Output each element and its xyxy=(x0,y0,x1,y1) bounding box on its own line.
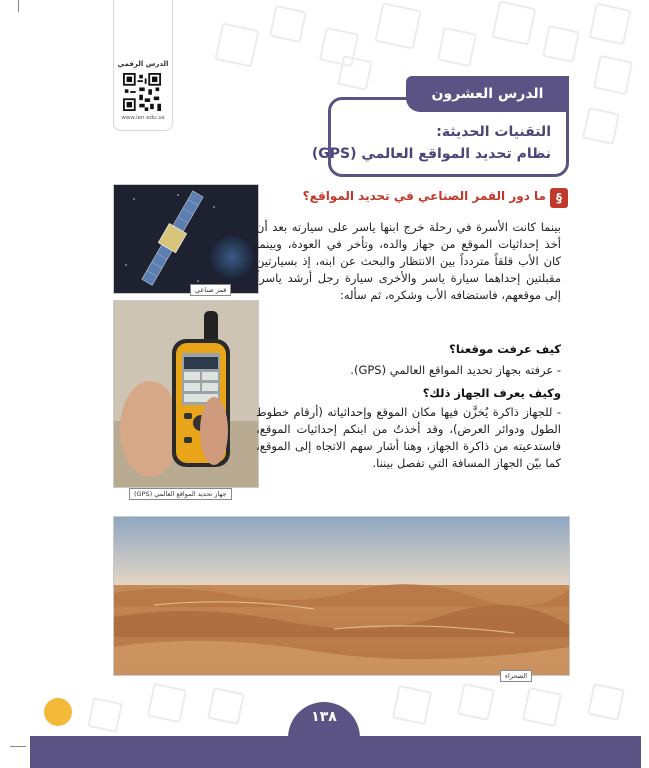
digital-lesson-url[interactable]: www.ien.edu.sa xyxy=(121,115,165,121)
decorative-square xyxy=(593,55,633,95)
digital-lesson-card[interactable] xyxy=(113,0,173,131)
question-bookmark-icon: § xyxy=(550,188,568,208)
decorative-square xyxy=(392,685,432,725)
decorative-square xyxy=(207,687,245,725)
decorative-square xyxy=(87,697,123,733)
lesson-tab: الدرس العشرون xyxy=(406,76,569,112)
qr-code-icon[interactable] xyxy=(123,73,161,111)
decorative-square xyxy=(491,0,536,45)
decorative-square xyxy=(337,55,373,91)
gps-device-image xyxy=(113,300,259,488)
section-question: ما دور القمر الصناعي في تحديد المواقع؟ xyxy=(302,189,546,203)
digital-lesson-label: الدرس الرقمي xyxy=(117,60,169,68)
decorative-square xyxy=(437,27,477,67)
crop-mark xyxy=(18,0,19,12)
satellite-image xyxy=(113,184,259,294)
decorative-square xyxy=(589,3,632,46)
question-2: وكيف يعرف الجهاز ذلك؟ xyxy=(422,386,561,400)
desert-caption: الصحراء xyxy=(500,670,532,682)
decorative-square xyxy=(374,2,421,49)
gps-device-caption: جهاز تحديد المواقع العالمي (GPS) xyxy=(129,488,232,500)
decorative-square xyxy=(147,683,187,723)
lesson-title-line2: نظام تحديد المواقع العالمي (GPS) xyxy=(311,146,551,162)
intro-paragraph: بينما كانت الأسرة في رحلة خرج ابنها ياسر على سيارته بعد أن أخذ إحداثيات الموقع من جهاز والده، وتأخر في العودة، وبينما كان الأب قلقاً متردداً بين الانتظار والبحث عن ابنه، إذ بسيارتين مقبلتين إحداهما سيارة ياسر والأخرى سيارة رجل أرشد ياسراً إلى موقعهم، فاستضافه الأب وشكره، ثم سأله: xyxy=(256,220,561,302)
desert-image xyxy=(113,516,570,676)
decorative-square xyxy=(587,683,625,721)
decorative-square xyxy=(542,25,580,63)
crop-mark xyxy=(10,746,26,747)
satellite-caption: قمر صناعي xyxy=(190,284,231,296)
decorative-square xyxy=(522,687,562,727)
decorative-square xyxy=(457,683,495,721)
footer-bar xyxy=(30,736,641,768)
decorative-square xyxy=(269,5,307,43)
publisher-logo-icon xyxy=(44,698,72,726)
decorative-square xyxy=(214,22,259,67)
decorative-square xyxy=(582,107,620,145)
question-1: كيف عرفت موقعنا؟ xyxy=(449,342,561,356)
answer-2: - للجهاز ذاكرة يُخزَّن فيها مكان الموقع وإحداثياته (أرقام خطوط الطول ودوائر العرض)، وقد أخذتُ من ابنكم إحداثيات الموقع، فاستدعيته من ذاكرة الجهاز، وهنا أشار سهم الاتجاه إلى الموقع، كما بيّن الجهاز المسافة التي تفصل بيننا. xyxy=(256,405,561,470)
lesson-title-line1: التقنيات الحديثة: xyxy=(436,124,551,140)
page-number: ١٣٨ xyxy=(311,709,337,725)
answer-1: - عرفته بجهاز تحديد المواقع العالمي (GPS). xyxy=(350,363,561,377)
